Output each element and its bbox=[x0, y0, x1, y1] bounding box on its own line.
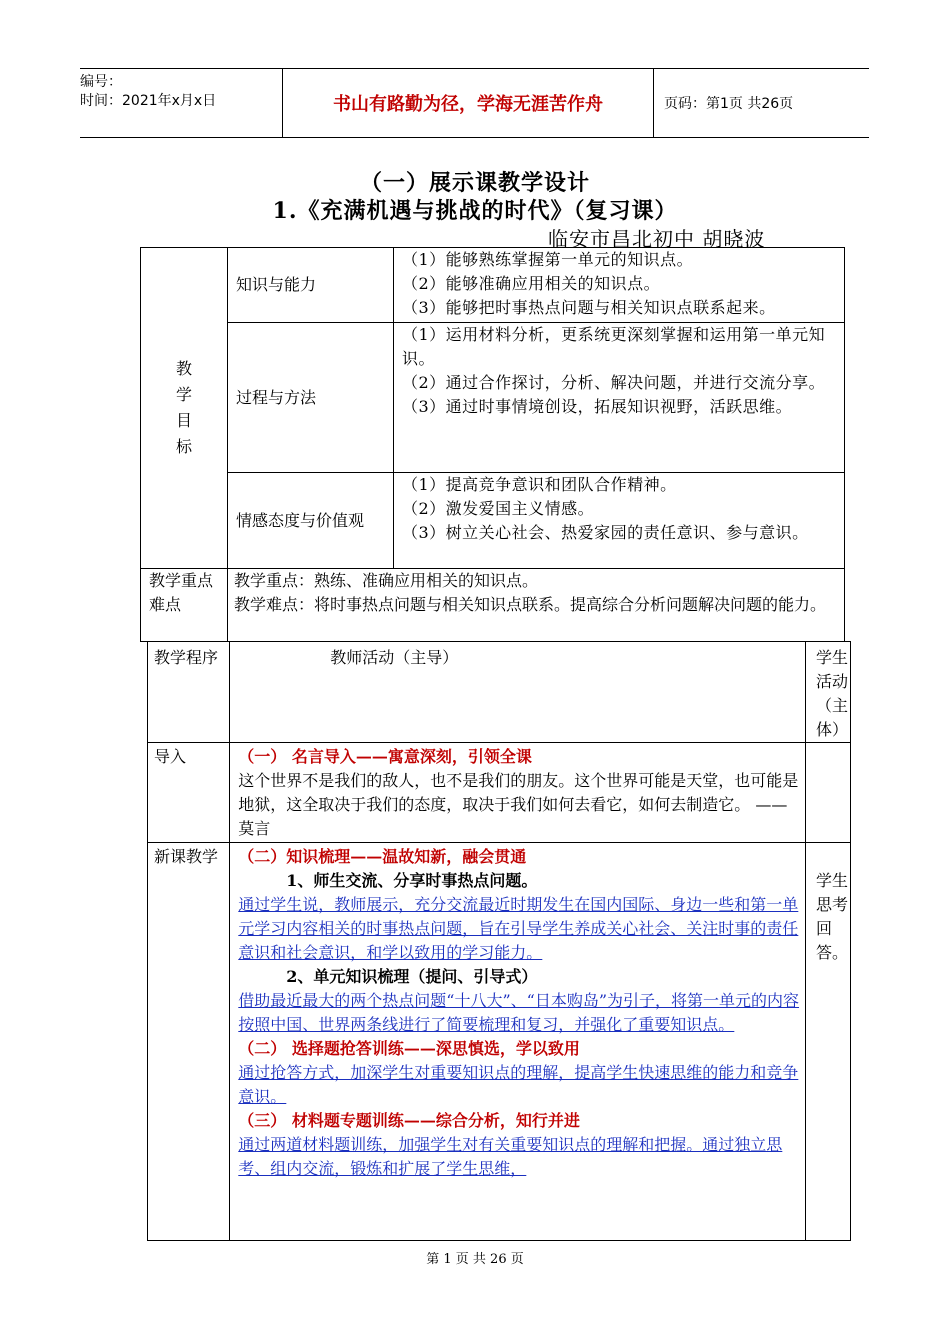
page-header bbox=[80, 68, 869, 138]
objectives-table bbox=[140, 247, 845, 642]
new-lesson-label: 新课教学 bbox=[148, 843, 230, 1241]
number-label: 编号： bbox=[80, 74, 122, 90]
objective-item: （2）通过合作探讨，分析、解决问题，并进行交流分享。 bbox=[402, 373, 826, 392]
section-heading: （二） 选择题抢答训练——深思慎选，学以致用 bbox=[238, 1039, 580, 1058]
key-point: 教学重点：熟练、准确应用相关的知识点。 bbox=[234, 571, 539, 590]
page-footer: 第 1 页 共 26 页 bbox=[426, 1252, 524, 1267]
header-motto: 书山有路勤为径，学海无涯苦作舟 bbox=[282, 69, 654, 137]
intro-heading: （一） 名言导入——寓意深刻，引领全课 bbox=[238, 747, 532, 766]
new-lesson-student: 学生思考回答。 bbox=[806, 843, 851, 1241]
intro-content bbox=[230, 743, 806, 843]
section-text: 借助最近最大的两个热点问题“十八大”、“日本购岛”为引子，将第一单元的内容按照中国、世界两条线进行了简要梳理和复习，并强化了重要知识点。 bbox=[238, 991, 800, 1034]
subsection-heading: 2、单元知识梳理（提问、引导式） bbox=[286, 967, 538, 986]
objective-item: （3）能够把时事热点问题与相关知识点联系起来。 bbox=[402, 298, 776, 317]
col-procedure-header: 教学程序 bbox=[148, 642, 230, 743]
intro-student bbox=[806, 743, 851, 843]
col-student-header: 学生活动（主体） bbox=[806, 642, 851, 743]
doc-title: （一）展示课教学设计 bbox=[359, 170, 590, 196]
objective-item: （3）树立关心社会、热爱家园的责任意识、参与意识。 bbox=[402, 523, 809, 542]
key-points-content bbox=[228, 569, 845, 642]
section-text: 通过两道材料题训练，加强学生对有关重要知识点的理解和把握。通过独立思考、组内交流，锻炼和扩展了学生思维， bbox=[238, 1135, 783, 1178]
objective-item: （2）能够准确应用相关的知识点。 bbox=[402, 274, 661, 293]
key-points-label: 教学重点 难点 bbox=[141, 569, 228, 642]
section-heading: （三） 材料题专题训练——综合分析，知行并进 bbox=[238, 1111, 580, 1130]
doc-subtitle: 1.《充满机遇与挑战的时代》（复习课） bbox=[272, 198, 678, 224]
header-page-info: 页码：第1页 共26页 bbox=[664, 96, 794, 112]
objectives-label-char: 目 bbox=[175, 411, 192, 430]
section-text: 通过学生说，教师展示，充分交流最近时期发生在国内国际、身边一些和第一单元学习内容相关的时事热点问题，旨在引导学生养成关心社会、关注时事的责任意识和社会意识，和学以致用的学习能力。 bbox=[238, 895, 799, 962]
section-heading: （二）知识梳理——温故知新，融会贯通 bbox=[238, 847, 527, 866]
items-process bbox=[394, 323, 845, 473]
header-meta bbox=[80, 69, 282, 137]
procedure-table bbox=[147, 641, 851, 1241]
items-attitude bbox=[394, 473, 845, 569]
category-process: 过程与方法 bbox=[228, 323, 394, 473]
objectives-label-char: 标 bbox=[175, 437, 192, 456]
category-attitude: 情感态度与价值观 bbox=[228, 473, 394, 569]
objectives-label bbox=[141, 248, 228, 569]
intro-quote: 这个世界不是我们的敌人，也不是我们的朋友。这个世界可能是天堂，也可能是地狱，这全取决于我们的态度，取决于我们如何去看它，如何去制造它。 —— 莫言 bbox=[238, 771, 799, 838]
items-knowledge bbox=[394, 248, 845, 323]
difficult-point: 教学难点：将时事热点问题与相关知识点联系。提高综合分析问题解决问题的能力。 bbox=[234, 595, 827, 614]
objectives-label-char: 学 bbox=[175, 385, 192, 404]
subsection-heading: 1、师生交流、分享时事热点问题。 bbox=[286, 871, 538, 890]
objective-item: （1）提高竞争意识和团队合作精神。 bbox=[402, 475, 677, 494]
doc-author: 临安市昌北初中 胡晓波 bbox=[548, 227, 766, 251]
objective-item: （1）能够熟练掌握第一单元的知识点。 bbox=[402, 250, 694, 269]
section-text: 通过抢答方式，加深学生对重要知识点的理解，提高学生快速思维的能力和竞争意识。 bbox=[238, 1063, 799, 1106]
category-knowledge: 知识与能力 bbox=[228, 248, 394, 323]
new-lesson-content bbox=[230, 843, 806, 1241]
objective-item: （1）运用材料分析，更系统更深刻掌握和运用第一单元知识。 bbox=[402, 325, 826, 368]
time-label: 时间：2021年x月x日 bbox=[80, 93, 217, 109]
intro-label: 导入 bbox=[148, 743, 230, 843]
objective-item: （2）激发爱国主义情感。 bbox=[402, 499, 595, 518]
objective-item: （3）通过时事情境创设，拓展知识视野，活跃思维。 bbox=[402, 397, 793, 416]
col-teacher-header: 教师活动（主导） bbox=[230, 642, 806, 743]
objectives-label-char: 教 bbox=[175, 359, 192, 378]
